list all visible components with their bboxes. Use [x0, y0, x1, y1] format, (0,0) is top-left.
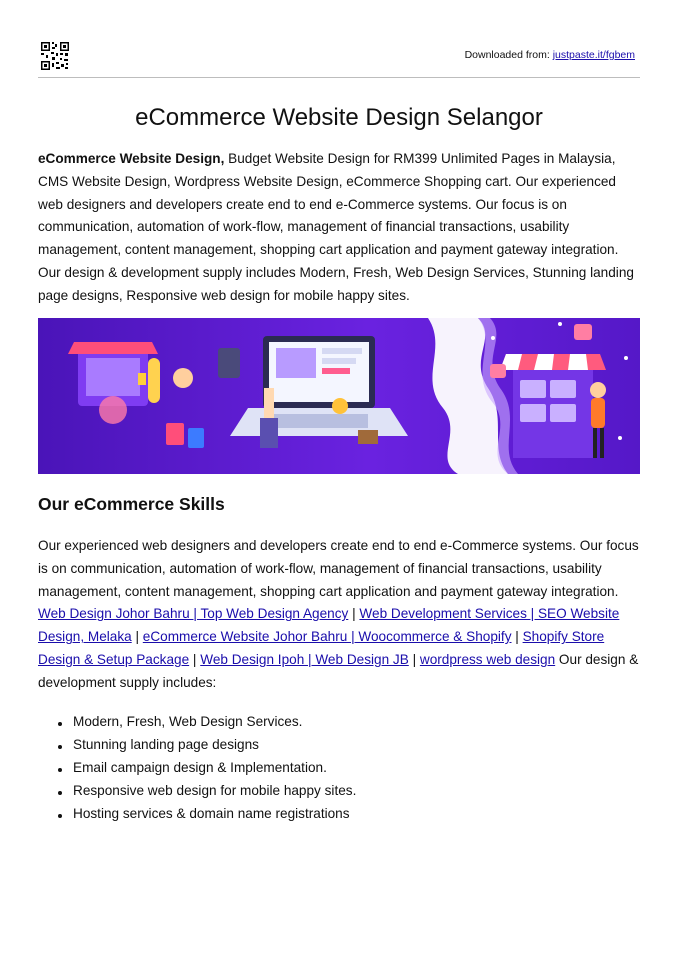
list-item: Stunning landing page designs [38, 733, 356, 756]
skills-text: Our experienced web designers and developers create end to end e-Commerce systems. Our focus is on communication, automation of work-flow, management of financial transactions, usability management, content management, shopping cart application and payment gateway integration. [38, 538, 639, 599]
download-source [465, 49, 635, 61]
skills-heading: Our eCommerce Skills [38, 494, 225, 514]
list-item: Email campaign design & Implementation. [38, 756, 356, 779]
intro-text: Budget Website Design for RM399 Unlimited Pages in Malaysia, CMS Website Design, Wordpress Website Design, eCommerce Shopping cart. Our experienced web designers and developers create end to end e-Commerce systems. Our focus is on communication, automation of work-flow, management of financial transactions, usability management, content management, shopping cart application and payment gateway integration. Our design & development supply includes Modern, Fresh, Web Design Services, Stunning landing page designs, Responsive web design for mobile happy sites. [38, 151, 634, 303]
page-title: eCommerce Website Design Selangor [135, 104, 543, 131]
link-separator: | [408, 651, 420, 667]
link-separator: | [189, 651, 201, 667]
link-web-design-johor-bahru[interactable]: Web Design Johor Bahru | Top Web Design Agency [38, 606, 349, 622]
link-ecommerce-johor-bahru[interactable]: eCommerce Website Johor Bahru | Woocommerce & Shopify [142, 629, 512, 645]
list-item: Responsive web design for mobile happy sites. [38, 779, 356, 802]
link-separator: | [348, 606, 360, 622]
link-separator: | [511, 629, 523, 645]
skills-tail: Our design & development supply includes: [38, 651, 639, 690]
intro-bold-lead: eCommerce Website Design, [38, 151, 225, 166]
qr-code-icon [40, 41, 70, 71]
link-wordpress-web-design[interactable]: wordpress web design [419, 651, 556, 667]
ecommerce-banner-image [38, 318, 640, 474]
header-divider [38, 77, 640, 78]
skills-paragraph [38, 535, 640, 695]
downloaded-prefix: Downloaded from: [464, 49, 553, 61]
link-web-design-ipoh[interactable]: Web Design Ipoh | Web Design JB [200, 651, 409, 667]
link-separator: | [131, 629, 143, 645]
list-item: Hosting services & domain name registrations [38, 802, 356, 825]
source-link[interactable]: justpaste.it/fgbem [552, 49, 635, 61]
link-web-development-melaka[interactable]: Web Development Services | SEO Website Design, Melaka [38, 606, 620, 645]
link-shopify-store-design[interactable]: Shopify Store Design & Setup Package [38, 629, 605, 667]
list-item: Modern, Fresh, Web Design Services. [38, 710, 356, 733]
supply-list [38, 710, 356, 825]
intro-paragraph [38, 148, 640, 308]
